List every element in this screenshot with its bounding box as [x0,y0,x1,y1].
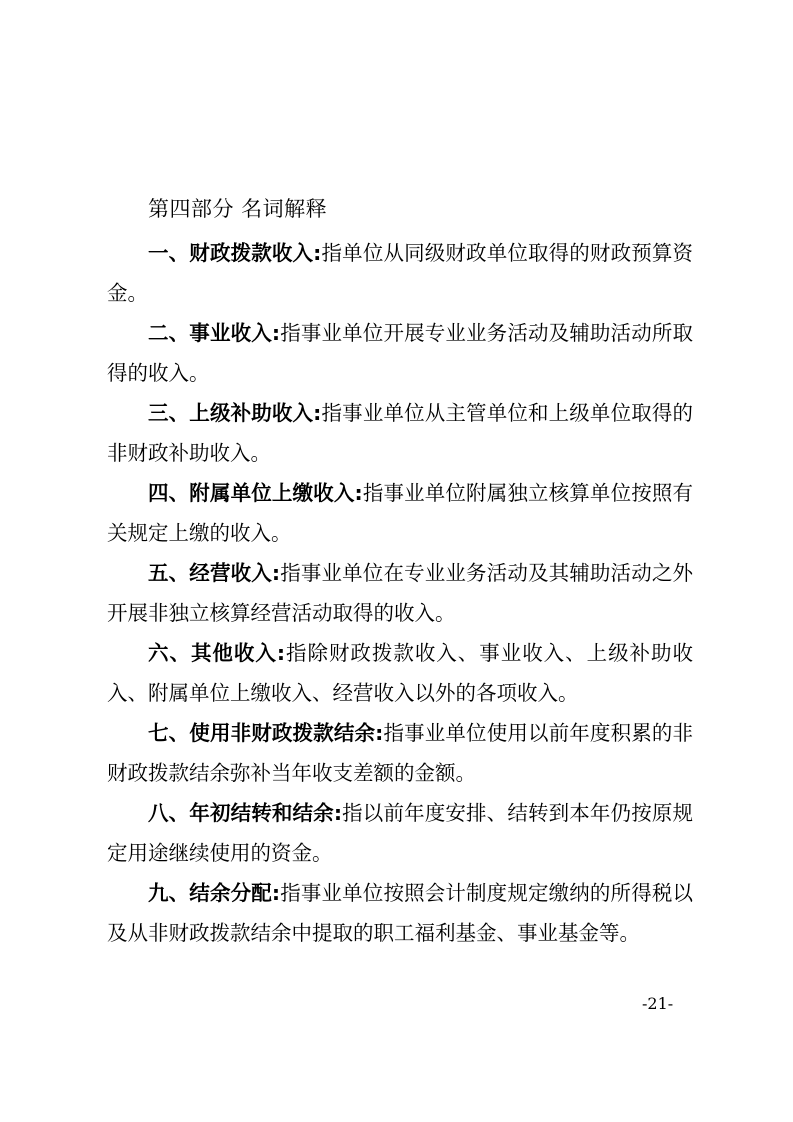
term-definition: 指单位从同级财政单位取得的财政预算资金。 [107,241,694,305]
glossary-entry [107,713,693,793]
glossary-entry [107,793,693,873]
term-name: 四、附属单位上缴收入: [148,481,363,505]
glossary-entry [107,873,693,953]
term-definition: 指事业单位在专业业务活动及其辅助活动之外开展非独立核算经营活动取得的收入。 [107,561,693,625]
glossary-entry [107,313,693,393]
term-name: 一、财政拨款收入: [148,241,322,265]
glossary-entry [107,233,693,313]
term-name: 二、事业收入: [148,321,281,345]
glossary-entry [107,633,693,713]
glossary-entry [107,553,693,633]
term-definition: 指事业单位按照会计制度规定缴纳的所得税以及从非财政拨款结余中提取的职工福利基金、事业基金等。 [107,881,693,945]
term-name: 九、结余分配: [148,881,281,905]
glossary-entry [107,393,693,473]
term-definition: 指以前年度安排、结转到本年仍按原规定用途继续使用的资金。 [107,801,693,865]
glossary-list [107,233,693,953]
term-definition: 指事业单位使用以前年度积累的非财政拨款结余弥补当年收支差额的金额。 [107,721,694,785]
term-name: 八、年初结转和结余: [148,801,343,825]
term-definition: 指事业单位从主管单位和上级单位取得的非财政补助收入。 [107,401,694,465]
term-name: 六、其他收入: [148,641,286,665]
term-name: 三、上级补助收入: [148,401,322,425]
term-definition: 指事业单位附属独立核算单位按照有关规定上缴的收入。 [107,481,694,545]
term-name: 七、使用非财政拨款结余: [148,721,384,745]
term-definition: 指除财政拨款收入、事业收入、上级补助收入、附属单位上缴收入、经营收入以外的各项收入。 [107,641,693,705]
section-title: 第四部分 名词解释 [148,197,328,221]
page-number: -21- [642,994,674,1013]
term-name: 五、经营收入: [148,561,281,585]
glossary-entry [107,473,693,553]
term-definition: 指事业单位开展专业业务活动及辅助活动所取得的收入。 [107,321,693,385]
